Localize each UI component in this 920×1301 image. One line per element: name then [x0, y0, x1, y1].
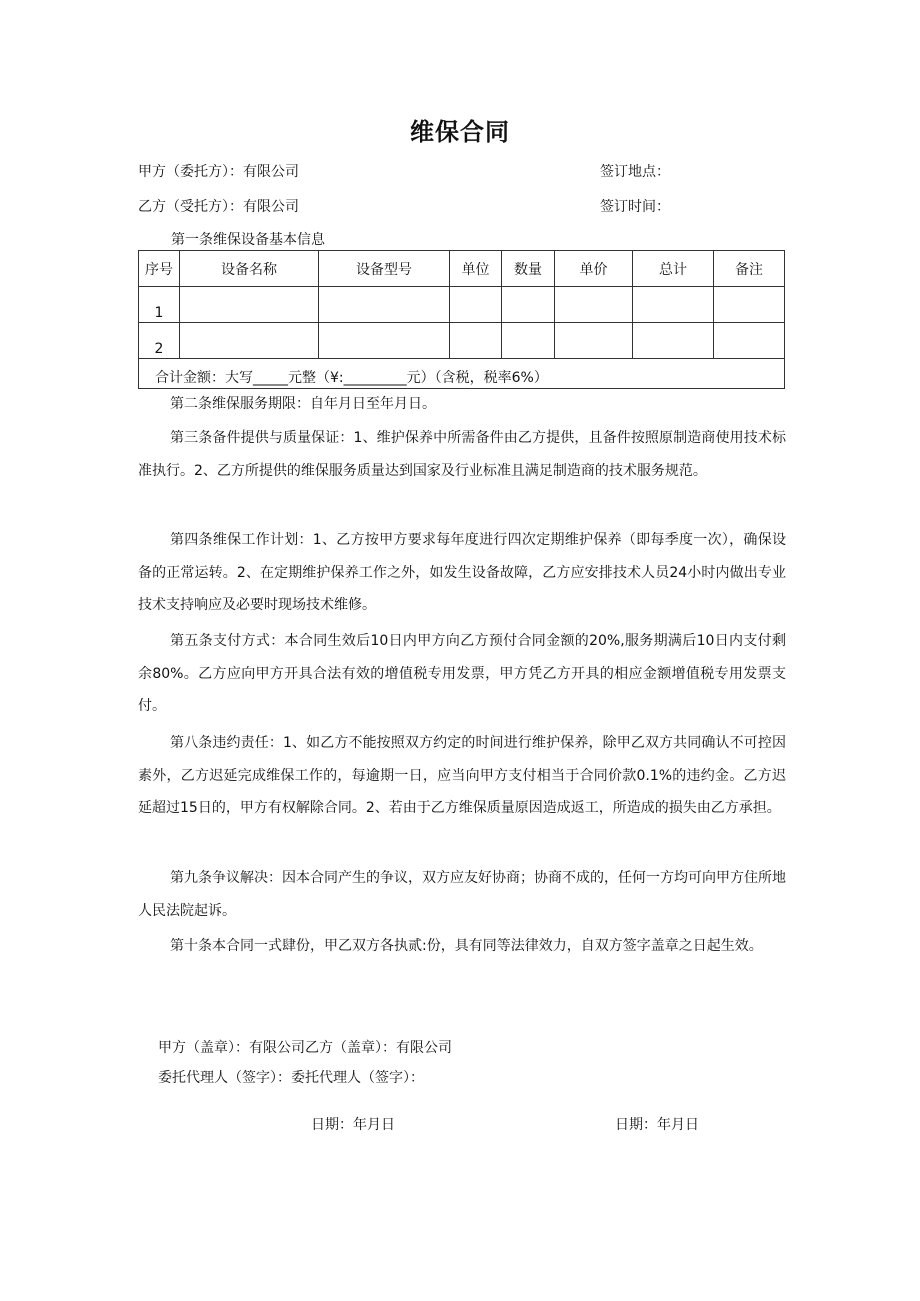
table-cell: 1 [139, 287, 180, 323]
article-4: 第四条维保工作计划：1、乙方按甲方要求每年度进行四次定期维护保养（即每季度一次），确保设备的正常运转。2、在定期维护保养工作之外，如发生设备故障，乙方应安排技术人员24小时内做出专业技术支持响应及必要时现场技术维修。 [138, 532, 786, 613]
table-cell [319, 323, 450, 359]
seal-line: 甲方（盖章）：有限公司乙方（盖章）：有限公司 [158, 1040, 452, 1056]
table-header-cell: 设备型号 [319, 251, 450, 287]
table-cell [180, 323, 319, 359]
table-cell [502, 287, 555, 323]
table-cell: 2 [139, 323, 180, 359]
page-title: 维保合同 [410, 118, 510, 146]
table-cell [714, 287, 785, 323]
equipment-table [138, 250, 785, 389]
table-cell [555, 287, 633, 323]
table-header-cell: 总计 [633, 251, 714, 287]
agent-line: 委托代理人（签字）：委托代理人（签字）： [158, 1070, 424, 1086]
party-a-label: 甲方（委托方）：有限公司 [138, 164, 299, 180]
sign-place-label: 签订地点： [600, 164, 670, 180]
table-cell [180, 287, 319, 323]
sign-time-label: 签订时间： [600, 199, 670, 215]
table-cell [319, 287, 450, 323]
table-row [139, 287, 785, 323]
table-header-cell: 单位 [450, 251, 502, 287]
table-header-row [139, 251, 785, 287]
article-8: 第八条违约责任：1、如乙方不能按照双方约定的时间进行维护保养，除甲乙双方共同确认不可控因素外，乙方迟延完成维保工作的，每逾期一日，应当向甲方支付相当于合同价款0.1%的违约金。乙方迟延超过15日的，甲方有权解除合同。2、若由于乙方维保质量原因造成返工，所造成的损失由乙方承担。 [138, 735, 786, 816]
table-cell [555, 323, 633, 359]
table-header-cell: 单价 [555, 251, 633, 287]
table-header-cell: 设备名称 [180, 251, 319, 287]
table-header-cell: 备注 [714, 251, 785, 287]
article-1-title: 第一条维保设备基本信息 [171, 232, 325, 248]
table-cell [633, 287, 714, 323]
article-5: 第五条支付方式：本合同生效后10日内甲方向乙方预付合同金额的20%,服务期满后10日内支付剩余80%。乙方应向甲方开具合法有效的增值税专用发票，甲方凭乙方开具的相应金额增值税专用发票支付。 [138, 633, 786, 714]
date-party-b: 日期：年月日 [615, 1117, 699, 1133]
table-cell [450, 323, 502, 359]
table-cell [502, 323, 555, 359]
date-party-a: 日期：年月日 [311, 1117, 395, 1133]
article-3: 第三条备件提供与质量保证：1、维护保养中所需备件由乙方提供，且备件按照原制造商使用技术标准执行。2、乙方所提供的维保服务质量达到国家及行业标准且满足制造商的技术服务规范。 [138, 430, 786, 479]
table-cell [714, 323, 785, 359]
table-header-cell: 数量 [502, 251, 555, 287]
table-header-cell: 序号 [139, 251, 180, 287]
table-row [139, 323, 785, 359]
table-cell [633, 323, 714, 359]
party-b-label: 乙方（受托方）：有限公司 [138, 199, 299, 215]
article-9: 第九条争议解决：因本合同产生的争议，双方应友好协商；协商不成的，任何一方均可向甲方住所地人民法院起诉。 [138, 870, 786, 919]
table-total-row [139, 359, 785, 389]
table-cell [450, 287, 502, 323]
article-2: 第二条维保服务期限：自年月日至年月日。 [170, 396, 436, 412]
article-10: 第十条本合同一式肆份，甲乙双方各执贰:份，具有同等法律效力，自双方签字盖章之日起生效。 [170, 938, 763, 954]
total-amount-cell: 合计金额：大写_____元整（¥:_________元）（含税，税率6%） [139, 359, 785, 389]
